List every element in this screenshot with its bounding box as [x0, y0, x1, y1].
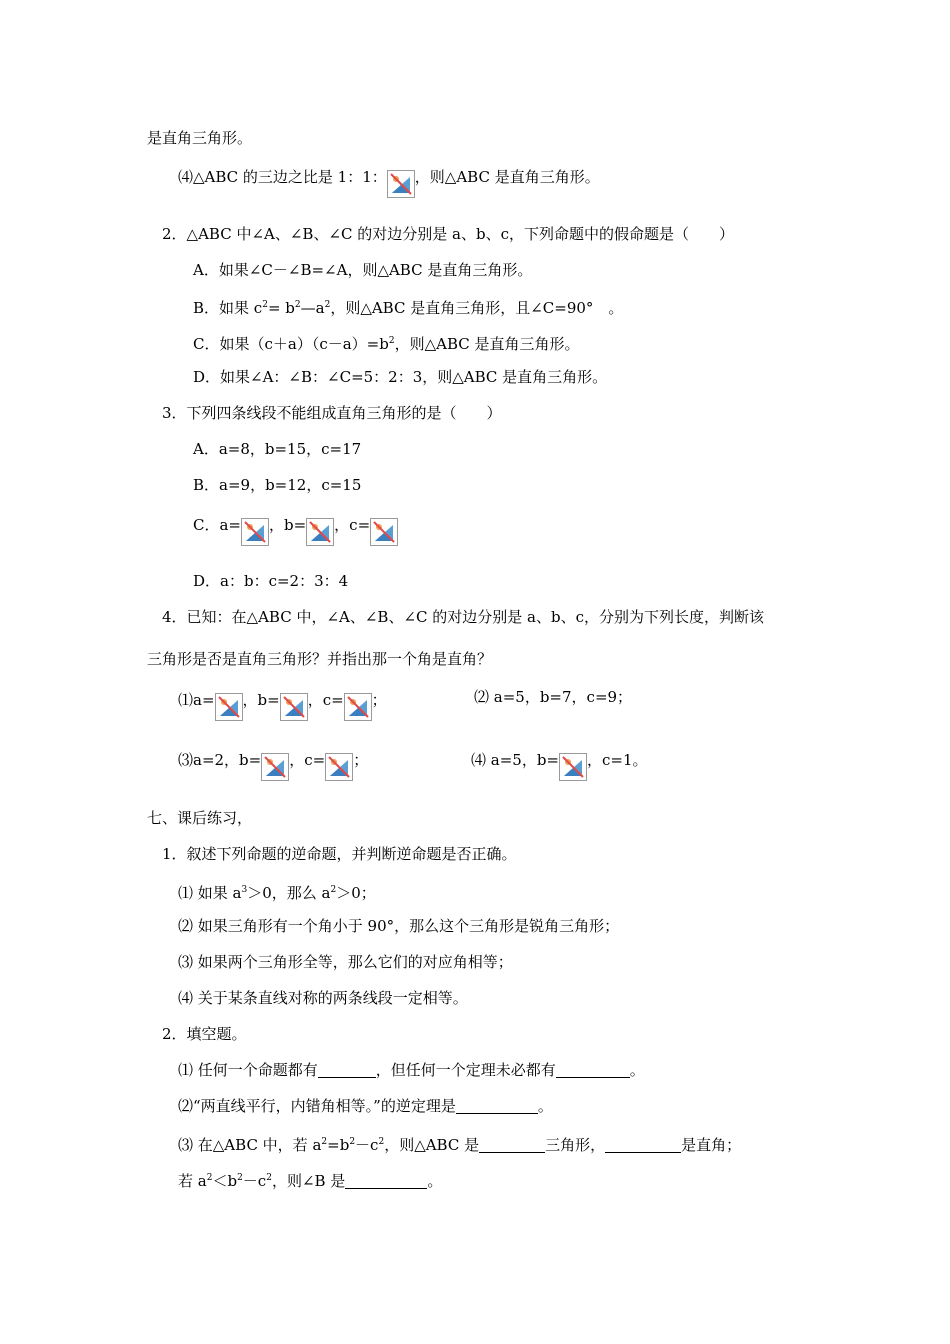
exercise-2-4: 若 $a^2<b^2-c^2$，则∠B 是 。 [178, 1172, 443, 1190]
answer-blank[interactable] [479, 1136, 545, 1153]
broken-image-icon [370, 518, 398, 546]
answer-blank[interactable] [556, 1061, 630, 1078]
exercise-2: 2．填空题。 [162, 1025, 247, 1043]
item-4-4: ⑷ a=5，b= ，c=1。 [471, 747, 648, 775]
broken-image-icon [344, 693, 372, 721]
option-2d: D．如果∠A：∠B：∠C=5：2：3，则△ABC 是直角三角形。 [193, 368, 608, 386]
exercise-2-1: ⑴ 任何一个命题都有 ，但任何一个定理未必都有 。 [178, 1061, 645, 1079]
exercise-1-3: ⑶ 如果两个三角形全等，那么它们的对应角相等； [178, 953, 513, 971]
broken-image-icon [306, 518, 334, 546]
broken-image-icon [559, 753, 587, 781]
option-2a: A．如果∠C－∠B=∠A，则△ABC 是直角三角形。 [193, 261, 533, 279]
exercise-1-4: ⑷ 关于某条直线对称的两条线段一定相等。 [178, 989, 468, 1007]
item-4-3: ⑶a=2，b= ，c= ； [178, 747, 368, 775]
answer-blank[interactable] [345, 1172, 427, 1189]
exercise-2-3: ⑶ 在△ABC 中，若 $a^2=b^2-c^2$，则△ABC 是 三角形， 是直角； [178, 1136, 742, 1154]
option-3d: D．a：b：c=2：3：4 [193, 572, 349, 590]
item-4-1: ⑴a= ，b= ，c= ； [178, 687, 387, 715]
item-4-ratio: ⑷△ABC 的三边之比是 1：1： ，则△ABC 是直角三角形。 [178, 164, 600, 192]
question-2: 2．△ABC 中∠A、∠B、∠C 的对边分别是 a、b、c，下列命题中的假命题是（ ） [162, 225, 734, 243]
question-4-continued: 三角形是否是直角三角形？并指出那一个角是直角？ [147, 650, 493, 668]
option-2c: C．如果$(c+a)(c-a)=b^2$，则△ABC 是直角三角形。 [193, 335, 580, 353]
option-3c: C．a= ，b= ，c= [193, 512, 398, 540]
continuation-text: 是直角三角形。 [147, 129, 253, 147]
broken-image-icon [280, 693, 308, 721]
exercise-1-2: ⑵ 如果三角形有一个角小于 90°，那么这个三角形是锐角三角形； [178, 917, 620, 935]
answer-blank[interactable] [318, 1061, 376, 1078]
broken-image-icon [215, 693, 243, 721]
option-3b: B．a=9，b=12，c=15 [193, 476, 362, 494]
question-4: 4．已知：在△ABC 中，∠A、∠B、∠C 的对边分别是 a、b、c，分别为下列长度，判断该 [162, 608, 764, 626]
question-3: 3．下列四条线段不能组成直角三角形的是（ ） [162, 404, 502, 422]
exercise-2-2: ⑵“两直线平行，内错角相等。”的逆定理是 。 [178, 1097, 553, 1115]
broken-image-icon [387, 170, 415, 198]
option-2b: B．如果 $c^2=$ $b^2—a^2$，则△ABC 是直角三角形，且∠C=90° 。 [193, 299, 624, 317]
answer-blank[interactable] [605, 1136, 681, 1153]
section-7-heading: 七、课后练习， [147, 809, 253, 827]
broken-image-icon [325, 753, 353, 781]
item-4-2: ⑵ a=5，b=7，c=9； [474, 688, 633, 706]
broken-image-icon [261, 753, 289, 781]
option-3a: A．a=8，b=15，c=17 [193, 440, 362, 458]
answer-blank[interactable] [456, 1097, 538, 1114]
broken-image-icon [241, 518, 269, 546]
exercise-1-1: ⑴ 如果 $a^3>0$，那么 $a^2>0$； [178, 884, 376, 902]
exercise-1: 1．叙述下列命题的逆命题，并判断逆命题是否正确。 [162, 845, 517, 863]
